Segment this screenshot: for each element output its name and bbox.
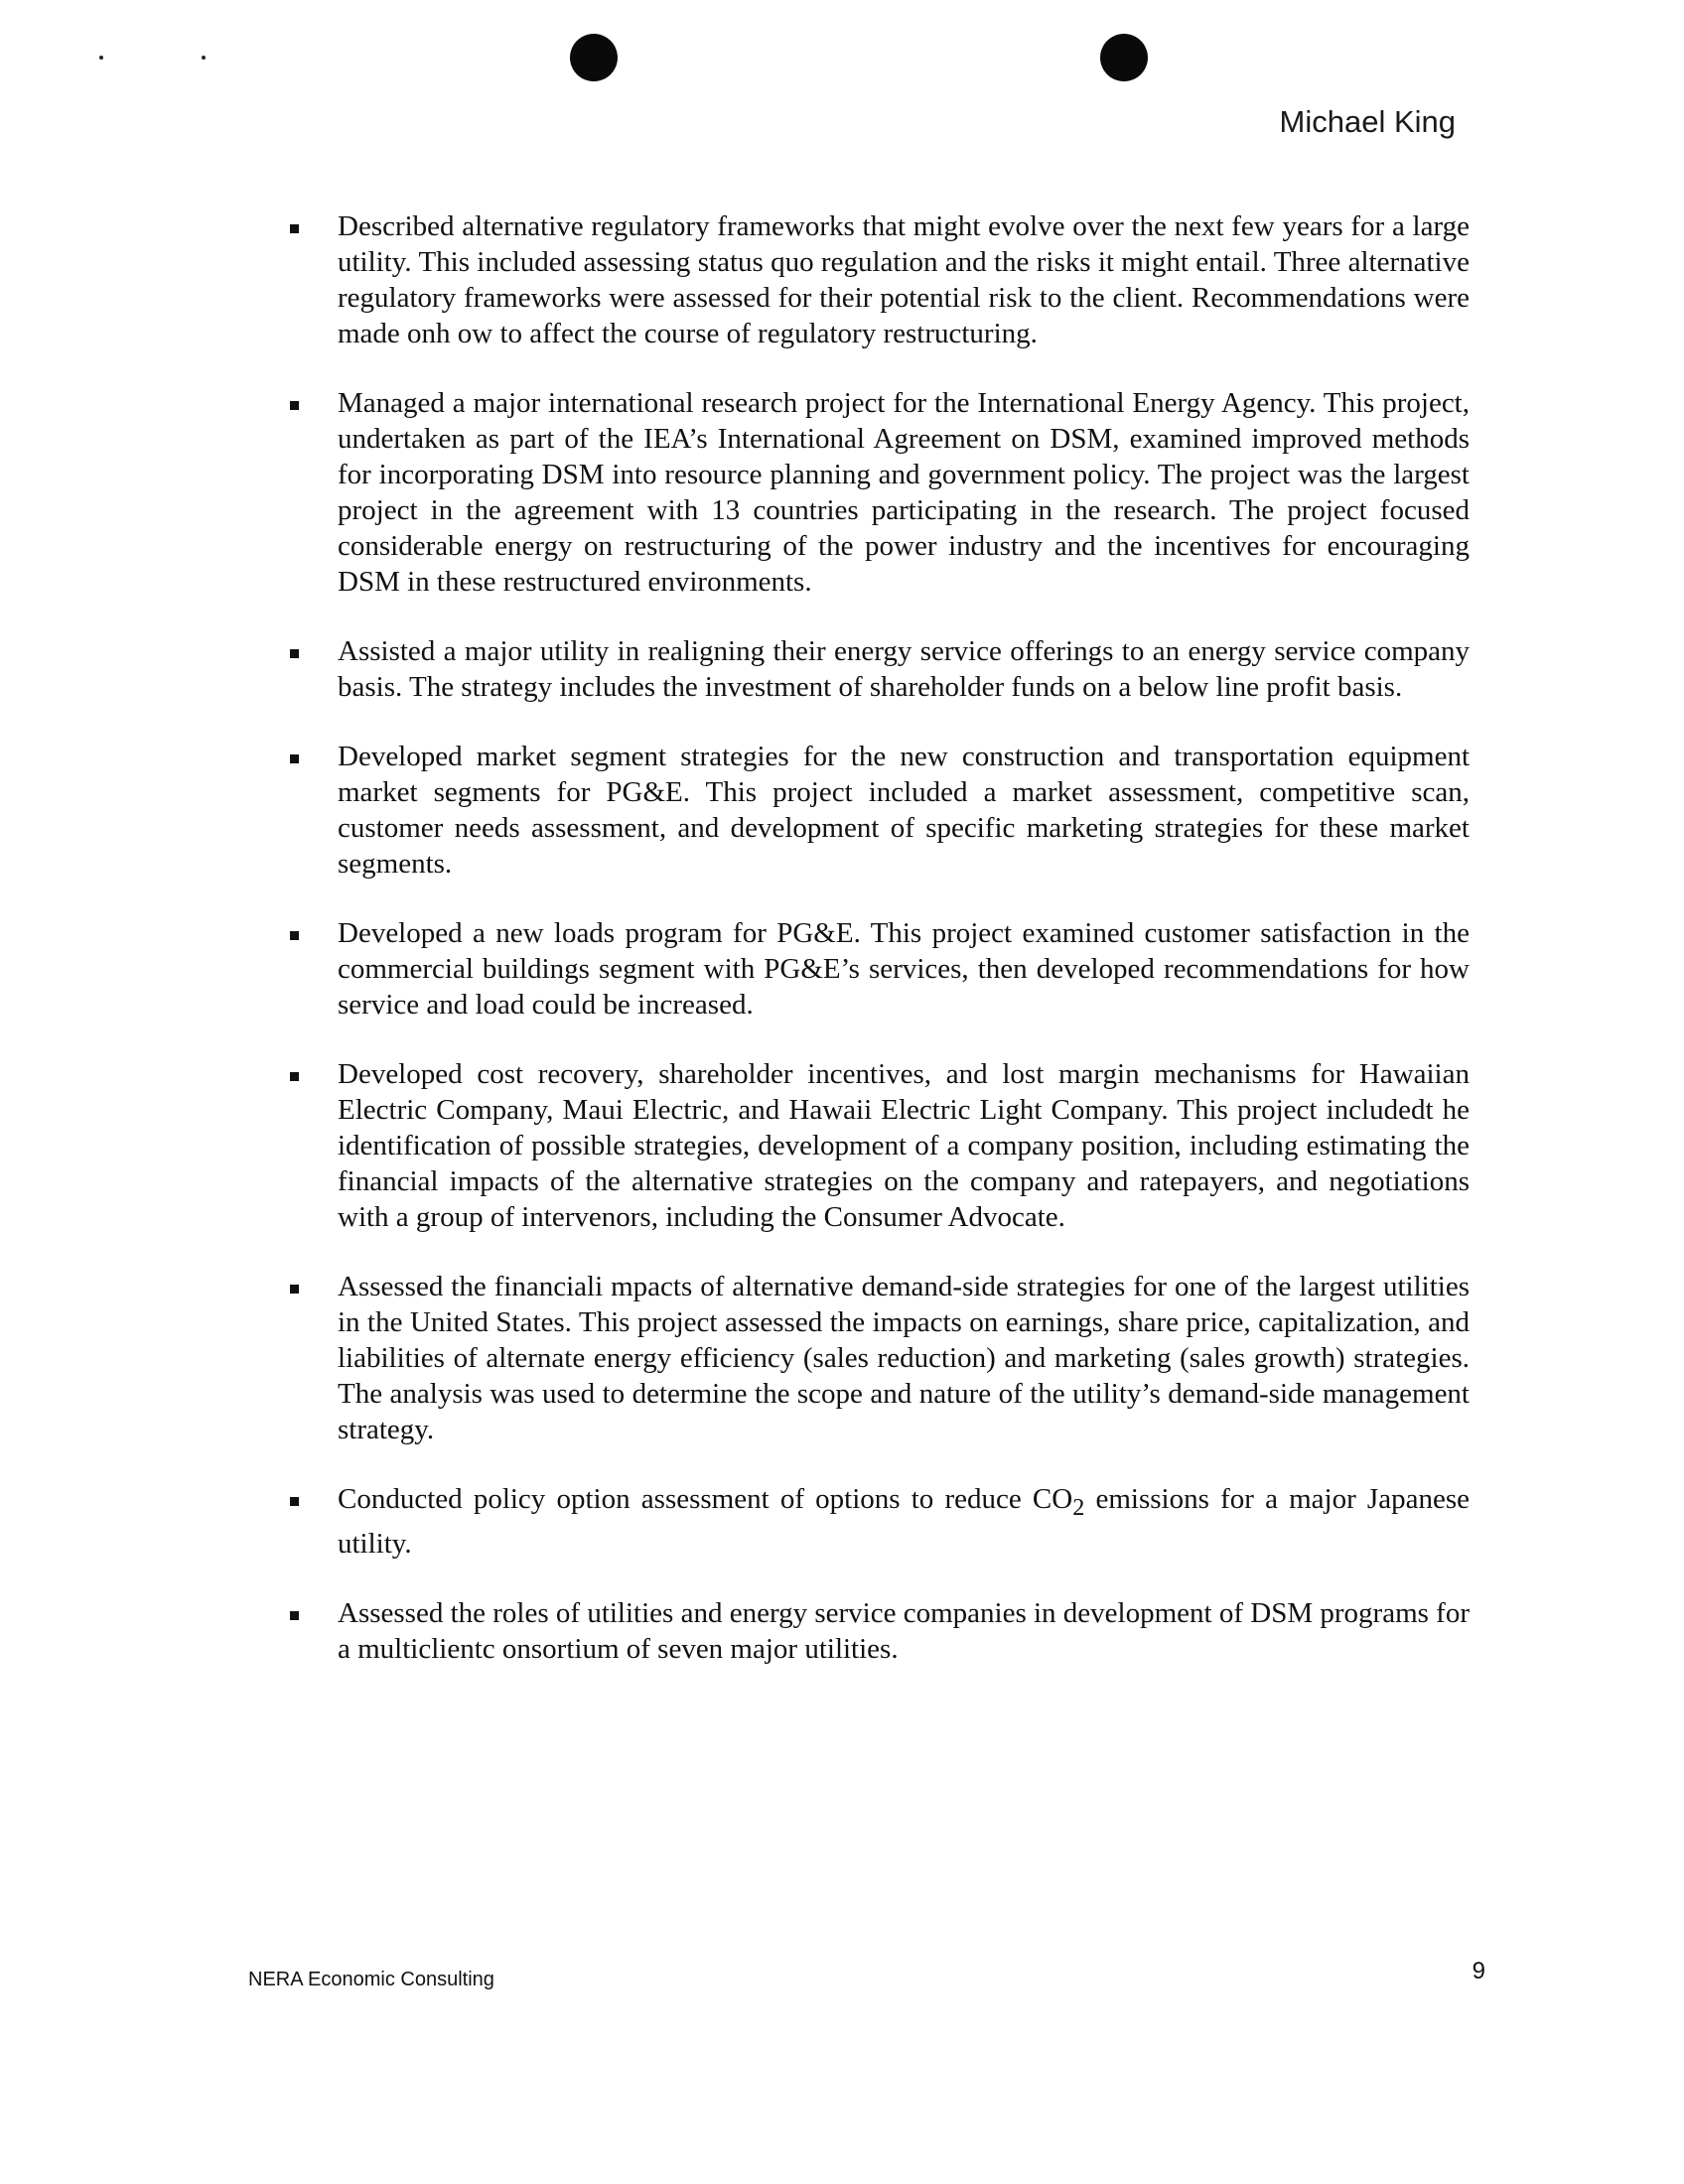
experience-list — [288, 208, 1470, 1667]
list-item-text — [338, 741, 1470, 880]
text-run: Assessed the roles of utilities and energy service companies in development of DSM programs for a multiclientc onsortium of seven major utilities. — [338, 1596, 1470, 1665]
list-item-text — [338, 1058, 1470, 1233]
list-item — [288, 633, 1470, 705]
header-name: Michael King — [1279, 104, 1456, 139]
bullet-icon — [290, 754, 299, 763]
text-run: emissions for a major Japanese utility. — [338, 1483, 1470, 1560]
list-item — [288, 1481, 1470, 1562]
text-run: Assessed the financiali mpacts of alternative demand-side strategies for one of the largest utilities in the United States. This project assessed the impacts on earnings, share price, capitalization, and liabilities of alternate energy efficiency (sales reduction) and marketing (sales growth) strategies. The analysis was used to determine the scope and nature of the utility’s demand-side management strategy. — [338, 1271, 1470, 1445]
list-item — [288, 208, 1470, 351]
list-item-text — [338, 1597, 1470, 1665]
page-number: 9 — [1472, 1958, 1485, 1984]
list-item — [288, 385, 1470, 600]
bullet-icon — [290, 1285, 299, 1294]
text-run: Managed a major international research project for the International Energy Agency. This project, undertaken as part of the IEA’s International Agreement on DSM, examined improved methods for incorporating DSM into resource planning and government policy. The project was the largest project in the agreement with 13 countries participating in the research. The project focused considerable energy on restructuring of the power industry and the incentives for encouraging DSM in these restructured environments. — [338, 387, 1470, 598]
list-item — [288, 1595, 1470, 1667]
bullet-icon — [290, 1072, 299, 1081]
footer-organization: NERA Economic Consulting — [248, 1969, 494, 1990]
text-run: Described alternative regulatory frameworks that might evolve over the next few years for a large utility. This included assessing status quo regulation and the risks it might entail. Three alternative regulatory frameworks were assessed for their potential risk to the client. Recommendations were made onh ow to affect the course of regulatory restructuring. — [338, 210, 1470, 349]
text-run: Developed market segment strategies for the new construction and transportation equipment market segments for PG&E. This project included a market assessment, competitive scan, customer needs assessment, and development of specific marketing strategies for these market segments. — [338, 741, 1470, 880]
bullet-icon — [290, 401, 299, 410]
list-item-text — [338, 1271, 1470, 1445]
bullet-icon — [290, 649, 299, 658]
list-item — [288, 739, 1470, 882]
bullet-icon — [290, 1497, 299, 1506]
text-run: Developed a new loads program for PG&E. This project examined customer satisfaction in the commercial buildings segment with PG&E’s services, then developed recommendations for how service and load could be increased. — [338, 917, 1470, 1021]
document-body — [288, 208, 1470, 1701]
scan-speck — [99, 56, 103, 60]
bullet-icon — [290, 1611, 299, 1620]
list-item-text — [338, 917, 1470, 1021]
subscript-text: 2 — [1072, 1493, 1085, 1521]
list-item-text — [338, 387, 1470, 598]
bullet-icon — [290, 224, 299, 233]
scan-speck — [202, 56, 206, 60]
list-item-text — [338, 635, 1470, 703]
list-item — [288, 1269, 1470, 1447]
text-run: Assisted a major utility in realigning their energy service offerings to an energy service company basis. The strategy includes the investment of shareholder funds on a below line profit basis. — [338, 635, 1470, 703]
bullet-icon — [290, 931, 299, 940]
list-item — [288, 1056, 1470, 1235]
list-item-text — [338, 1483, 1470, 1560]
list-item-text — [338, 210, 1470, 349]
text-run: Developed cost recovery, shareholder incentives, and lost margin mechanisms for Hawaiian Electric Company, Maui Electric, and Hawaii Electric Light Company. This project includedt he identification of possible strategies, development of a company position, including estimating the financial impacts of the alternative strategies on the company and ratepayers, and negotiations with a group of intervenors, including the Consumer Advocate. — [338, 1058, 1470, 1233]
punch-hole-right — [1100, 34, 1148, 81]
list-item — [288, 915, 1470, 1023]
punch-hole-left — [570, 34, 618, 81]
text-run: Conducted policy option assessment of options to reduce CO — [338, 1483, 1073, 1515]
